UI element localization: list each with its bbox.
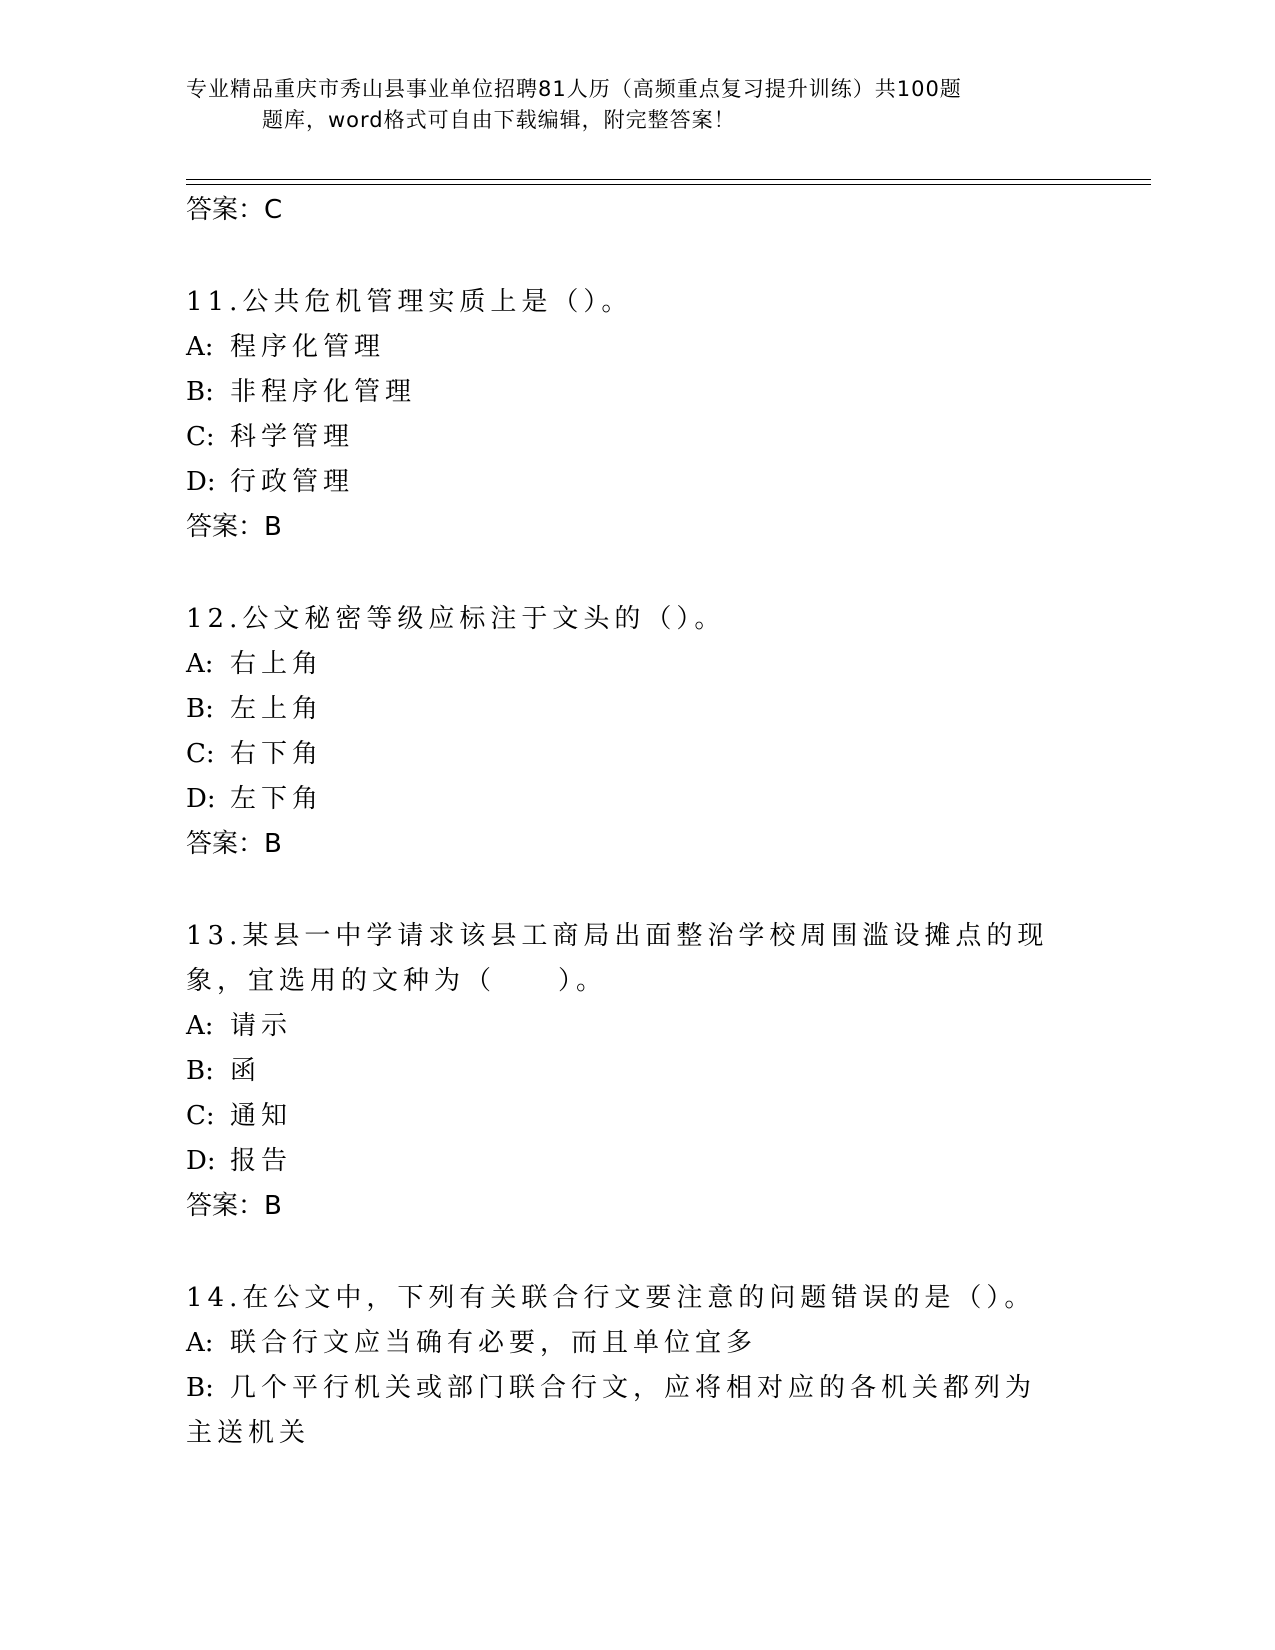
option-d <box>186 460 1066 505</box>
option-a <box>186 325 1066 370</box>
question-block <box>186 280 1066 550</box>
option-c <box>186 415 1066 460</box>
previous-answer: 答案：C <box>186 195 283 225</box>
question-stem: 14.在公文中，下列有关联合行文要注意的问题错误的是（）。 <box>186 1283 1036 1313</box>
option-letter: D: <box>186 1146 216 1176</box>
option-text: 行政管理 <box>230 467 355 497</box>
header-rule-top <box>186 179 1151 180</box>
option-letter: A: <box>186 1011 214 1041</box>
option-text: 通知 <box>230 1101 293 1131</box>
option-letter: C: <box>186 1101 215 1131</box>
answer: 答案：B <box>186 829 282 859</box>
option-text: 程序化管理 <box>230 332 386 362</box>
question-block <box>186 597 1066 867</box>
option-text: 右上角 <box>230 649 324 679</box>
header-line-1: 专业精品重庆市秀山县事业单位招聘81人历（高频重点复习提升训练）共100题 <box>186 77 962 101</box>
question-stem: 11.公共危机管理实质上是（）。 <box>186 287 633 317</box>
option-letter: B: <box>186 1373 214 1403</box>
spacer <box>186 550 1066 597</box>
option-b <box>186 1049 1066 1094</box>
option-c <box>186 1094 1066 1139</box>
option-text: 左上角 <box>230 694 324 724</box>
option-letter: C: <box>186 739 215 769</box>
option-letter: C: <box>186 422 215 452</box>
option-letter: D: <box>186 467 216 497</box>
option-d <box>186 777 1066 822</box>
option-letter: B: <box>186 377 214 407</box>
question-list <box>186 188 1066 1456</box>
page-header <box>186 74 1066 136</box>
option-letter: B: <box>186 1056 214 1086</box>
option-d <box>186 1139 1066 1184</box>
option-b <box>186 370 1066 415</box>
option-letter: A: <box>186 649 214 679</box>
option-a <box>186 1004 1066 1049</box>
option-text: 报告 <box>230 1146 293 1176</box>
option-text: 非程序化管理 <box>230 377 417 407</box>
spacer <box>186 233 1066 280</box>
option-a <box>186 1321 1066 1366</box>
question-block <box>186 1276 1066 1456</box>
answer: 答案：B <box>186 512 282 542</box>
question-block <box>186 914 1066 1229</box>
option-text: 联合行文应当确有必要，而且单位宜多 <box>230 1328 758 1358</box>
spacer <box>186 867 1066 914</box>
option-text: 左下角 <box>230 784 324 814</box>
option-text: 函 <box>230 1056 262 1086</box>
header-line-2: 题库，word格式可自由下载编辑，附完整答案！ <box>262 108 736 132</box>
option-text: 几个平行机关或部门联合行文，应将相对应的各机关都列为主送机关 <box>186 1373 1037 1448</box>
question-stem: 13.某县一中学请求该县工商局出面整治学校周围滥设摊点的现象，宜选用的文种为（ ）。 <box>186 921 1049 996</box>
option-letter: B: <box>186 694 214 724</box>
question-stem: 12.公文秘密等级应标注于文头的（）。 <box>186 604 726 634</box>
option-letter: A: <box>186 1328 214 1358</box>
header-rule-bottom <box>186 184 1151 185</box>
option-text: 请示 <box>230 1011 293 1041</box>
option-text: 科学管理 <box>230 422 355 452</box>
option-b <box>186 1366 1066 1456</box>
option-letter: D: <box>186 784 216 814</box>
option-text: 右下角 <box>230 739 324 769</box>
option-letter: A: <box>186 332 214 362</box>
option-c <box>186 732 1066 777</box>
option-a <box>186 642 1066 687</box>
option-b <box>186 687 1066 732</box>
spacer <box>186 1229 1066 1276</box>
answer: 答案：B <box>186 1191 282 1221</box>
